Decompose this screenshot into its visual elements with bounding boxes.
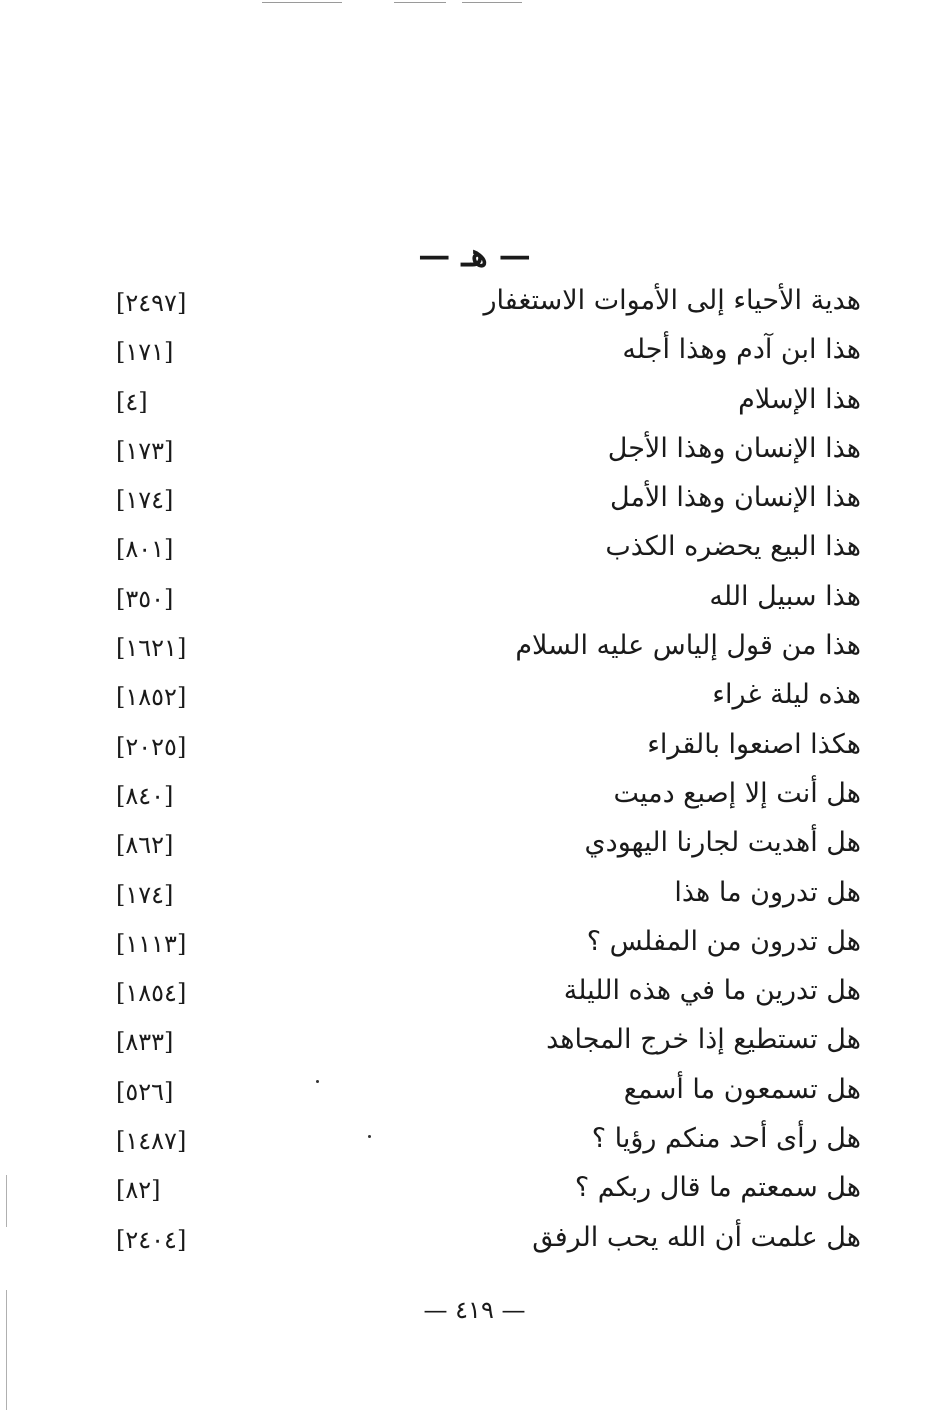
list-item [0,579,949,628]
entry-text: هذا سبيل الله [709,580,861,612]
entry-reference: [٣٥٠] [116,584,174,613]
entry-text: هل أهديت لجارنا اليهودي [584,827,861,859]
list-item [0,825,949,874]
list-item [0,1220,949,1269]
list-item [0,1170,949,1219]
entry-reference: [١٤٨٧] [116,1127,187,1156]
entry-text: هل تدرون ما هذا [674,876,861,908]
entry-reference: [١٦٢١] [116,634,187,663]
entry-text: هكذا اصنعوا بالقراء [647,728,861,760]
list-item [0,776,949,825]
page-number: — ٤١٩ — [423,1296,526,1324]
entry-text: هذا من قول إلياس عليه السلام [515,630,861,662]
list-item [0,875,949,924]
list-item [0,628,949,677]
entry-reference: [١٧١] [116,338,174,367]
entry-text: هل تدرين ما في هذه الليلة [563,975,861,1007]
entry-text: هل رأى أحد منكم رؤيا ؟ [591,1123,861,1155]
entry-text: هل علمت أن الله يحب الرفق [532,1221,861,1253]
entry-reference: [٢٤٠٤] [116,1225,187,1254]
entry-text: هذه ليلة غراء [712,679,861,711]
entry-reference: [٥٢٦] [116,1077,174,1106]
list-item [0,677,949,726]
list-item [0,1072,949,1121]
list-item [0,1121,949,1170]
list-item [0,480,949,529]
entry-text: هل تدرون من المفلس ؟ [586,925,861,957]
entry-text: هل تستطيع إذا خرج المجاهد [546,1024,861,1056]
entry-text: هذا الإسلام [738,383,861,415]
entry-text: هل أنت إلا إصبع دميت [613,777,861,809]
entry-text: هذا الإنسان وهذا الأمل [610,482,861,514]
entry-reference: [٨٦٢] [116,831,174,860]
entry-reference: [٢٠٢٥] [116,732,187,761]
list-item [0,283,949,332]
entry-text: هذا البيع يحضره الكذب [605,531,861,563]
list-item [0,332,949,381]
entry-text: هدية الأحياء إلى الأموات الاستغفار [483,285,861,316]
entry-reference: [٨٤٠] [116,781,174,810]
entry-reference: [١٧٣] [116,436,174,465]
entry-text: هل تسمعون ما أسمع [623,1073,861,1105]
entry-text: هذا الإنسان وهذا الأجل [607,432,861,464]
list-item [0,727,949,776]
top-rule [262,2,342,3]
top-rule [462,2,522,3]
entry-reference: [٨٣٣] [116,1028,174,1057]
entry-reference: [٢٤٩٧] [116,289,187,317]
entry-reference: [١١١٣] [116,929,187,958]
entry-reference: [١٧٤] [116,486,174,515]
list-item [0,431,949,480]
entry-reference: [١٨٥٢] [116,683,187,712]
entry-reference: [٨٢] [116,1176,161,1205]
entry-reference: [٨٠١] [116,535,174,564]
index-list [0,283,949,1269]
entry-reference: [١٧٤] [116,880,174,909]
entry-text: هذا ابن آدم وهذا أجله [622,334,861,366]
list-item [0,973,949,1022]
list-item [0,1022,949,1071]
entry-text: هل سمعتم ما قال ربكم ؟ [574,1172,861,1204]
entry-reference: [١٨٥٤] [116,979,187,1008]
list-item [0,924,949,973]
entry-reference: [٤] [116,387,148,416]
list-item [0,529,949,578]
section-heading: — هـ — [418,236,531,274]
top-rule [394,2,446,3]
list-item [0,382,949,431]
